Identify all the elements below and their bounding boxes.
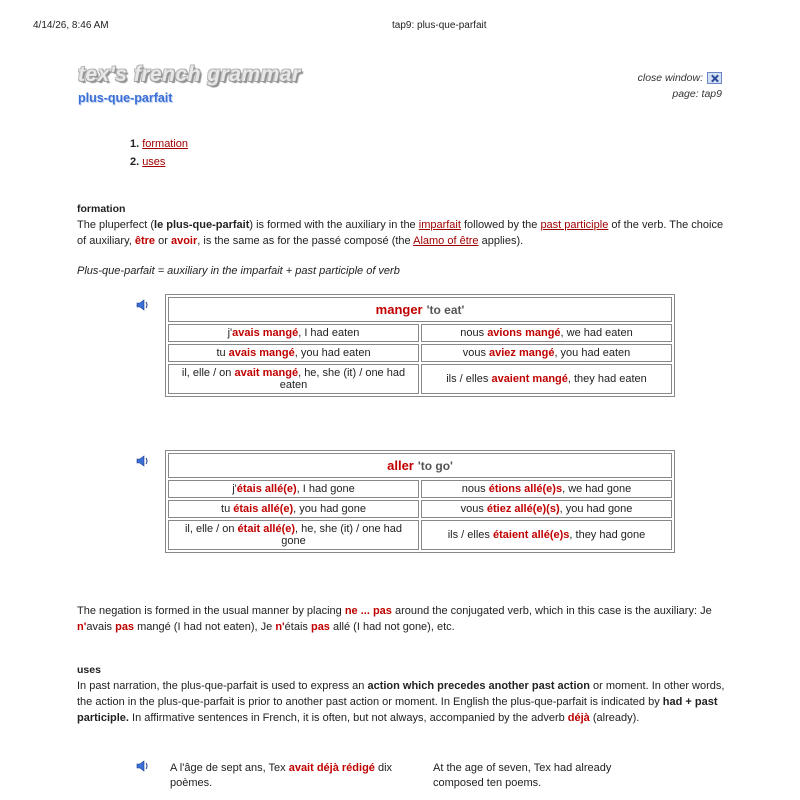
conjugation-table-aller — [165, 450, 675, 553]
site-logo: tex's french grammar — [78, 63, 301, 86]
toc-item-formation — [130, 138, 188, 150]
past-participle-link[interactable]: past participle — [540, 219, 609, 231]
page-subtitle: plus-que-parfait — [78, 91, 173, 105]
table-cell: vous aviez mangé, you had eaten — [421, 344, 672, 362]
table-header: aller 'to go' — [168, 453, 672, 478]
print-date: 4/14/26, 8:46 AM — [33, 20, 109, 31]
speaker-icon[interactable] — [136, 299, 150, 311]
imparfait-link[interactable]: imparfait — [418, 219, 461, 231]
table-of-contents — [130, 138, 188, 174]
table-cell: tu avais mangé, you had eaten — [168, 344, 419, 362]
example-english: At the age of seven, Tex had already composed ten poems. — [433, 762, 612, 789]
uses-paragraph: In past narration, the plus-que-parfait is used to express an action which precedes another past action or moment. In other words, the action in the plus-que-parfait is prior to another past action or moment. In English the plus-que-parfait is indicated by had + past participle. In affirmative sentences in French, it is often, but not always, accompanied by the adverb déjà (already). — [77, 680, 725, 724]
toc-item-uses — [130, 156, 188, 168]
uses-section — [77, 662, 727, 726]
toc-number: 1. — [130, 138, 140, 150]
print-header — [0, 20, 800, 34]
table-cell: nous étions allé(e)s, we had gone — [421, 480, 672, 498]
close-window-label: close window: — [637, 72, 703, 84]
table-header: manger 'to eat' — [168, 297, 672, 322]
formula: Plus-que-parfait = auxiliary in the imparfait + past participle of verb — [77, 265, 400, 277]
table-cell: il, elle / on avait mangé, he, she (it) / one had eaten — [168, 364, 419, 394]
table-cell: nous avions mangé, we had eaten — [421, 324, 672, 342]
table-cell: ils / elles avaient mangé, they had eaten — [421, 364, 672, 394]
speaker-icon[interactable] — [136, 760, 150, 772]
page-id: page: tap9 — [672, 88, 722, 100]
formation-heading: formation — [77, 203, 126, 215]
formation-paragraph: The pluperfect (le plus-que-parfait) is formed with the auxiliary in the imparfait followed by the past participle of the verb. The choice of auxiliary, être or avoir, is the same as for the passé composé (the Alamo of être applies). — [77, 219, 724, 247]
toc-link-uses[interactable]: uses — [142, 156, 166, 168]
speaker-icon[interactable] — [136, 455, 150, 467]
example-french: A l'âge de sept ans, Tex avait déjà rédigé dix poèmes. — [170, 762, 393, 789]
table-cell: ils / elles étaient allé(e)s, they had gone — [421, 520, 672, 550]
table-cell: j'étais allé(e), I had gone — [168, 480, 419, 498]
table-cell: tu étais allé(e), you had gone — [168, 500, 419, 518]
alamo-link[interactable]: Alamo of être — [413, 235, 479, 247]
formation-section — [77, 201, 727, 279]
close-window-area — [638, 72, 722, 100]
toc-link-formation[interactable]: formation — [142, 138, 189, 150]
print-title: tap9: plus-que-parfait — [392, 20, 487, 31]
negation-paragraph: The negation is formed in the usual manner by placing ne ... pas around the conjugated verb, which in this case is the auxiliary: Je n'avais pas mangé (I had not eaten), Je n'étais pas allé (I had not gone), etc. — [77, 605, 712, 633]
conjugation-table-manger — [165, 294, 675, 397]
toc-number: 2. — [130, 156, 140, 168]
close-icon[interactable] — [707, 72, 722, 84]
table-cell: vous étiez allé(e)(s), you had gone — [421, 500, 672, 518]
table-cell: j'avais mangé, I had eaten — [168, 324, 419, 342]
uses-heading: uses — [77, 664, 101, 676]
table-cell: il, elle / on était allé(e), he, she (it) / one had gone — [168, 520, 419, 550]
